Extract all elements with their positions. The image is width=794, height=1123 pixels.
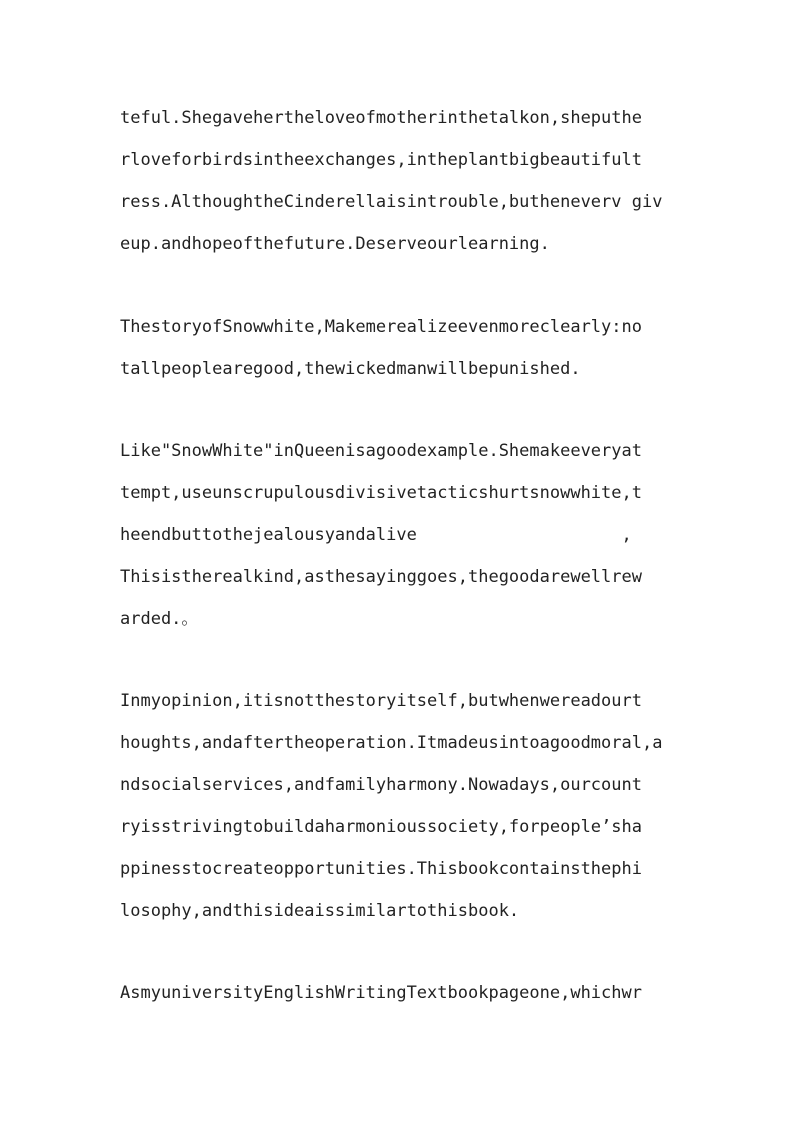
text-line: ryisstrivingtobuildaharmonioussociety,forpeople’sha (120, 817, 642, 837)
text-line: Inmyopinion,itisnotthestoryitself,butwhenwereadourt (120, 691, 642, 711)
text-line: teful.Shegavehertheloveofmotherinthetalkon,sheputhe (120, 108, 642, 128)
text-line: houghts,andaftertheoperation.Itmadeusintoagoodmoral,a (120, 733, 663, 753)
text-line: tallpeoplearegood,thewickedmanwillbepunished. (120, 359, 581, 379)
text-line: tempt,useunscrupulousdivisivetacticshurtsnowwhite,t (120, 483, 642, 503)
text-line: ress.AlthoughtheCinderellaisintrouble,butheneverv giv (120, 192, 663, 212)
paragraph (120, 430, 700, 640)
text-line: ppinesstocreateopportunities.Thisbookcontainsthephi (120, 859, 642, 879)
text-line: heendbuttothejealousyandalive , (120, 525, 632, 545)
paragraph (120, 972, 700, 1014)
paragraph (120, 680, 700, 932)
text-line: ndsocialservices,andfamilyharmony.Nowadays,ourcount (120, 775, 642, 795)
text-line: eup.andhopeofthefuture.Deserveourlearning. (120, 234, 550, 254)
text-line: Like"SnowWhite"inQueenisagoodexample.Shemakeeveryat (120, 441, 642, 461)
text-line: Thisistherealkind,asthesayinggoes,thegoodarewellrew (120, 567, 642, 587)
text-line: rloveforbirdsintheexchanges,intheplantbigbeautifult (120, 150, 642, 170)
text-line: AsmyuniversityEnglishWritingTextbookpageone,whichwr (120, 983, 642, 1003)
text-line: arded.。 (120, 609, 199, 629)
text-line: losophy,andthisideaissimilartothisbook. (120, 901, 520, 921)
text-line: ThestoryofSnowwhite,Makemerealizeevenmoreclearly:no (120, 317, 642, 337)
paragraph (120, 97, 700, 265)
paragraph (120, 306, 700, 390)
